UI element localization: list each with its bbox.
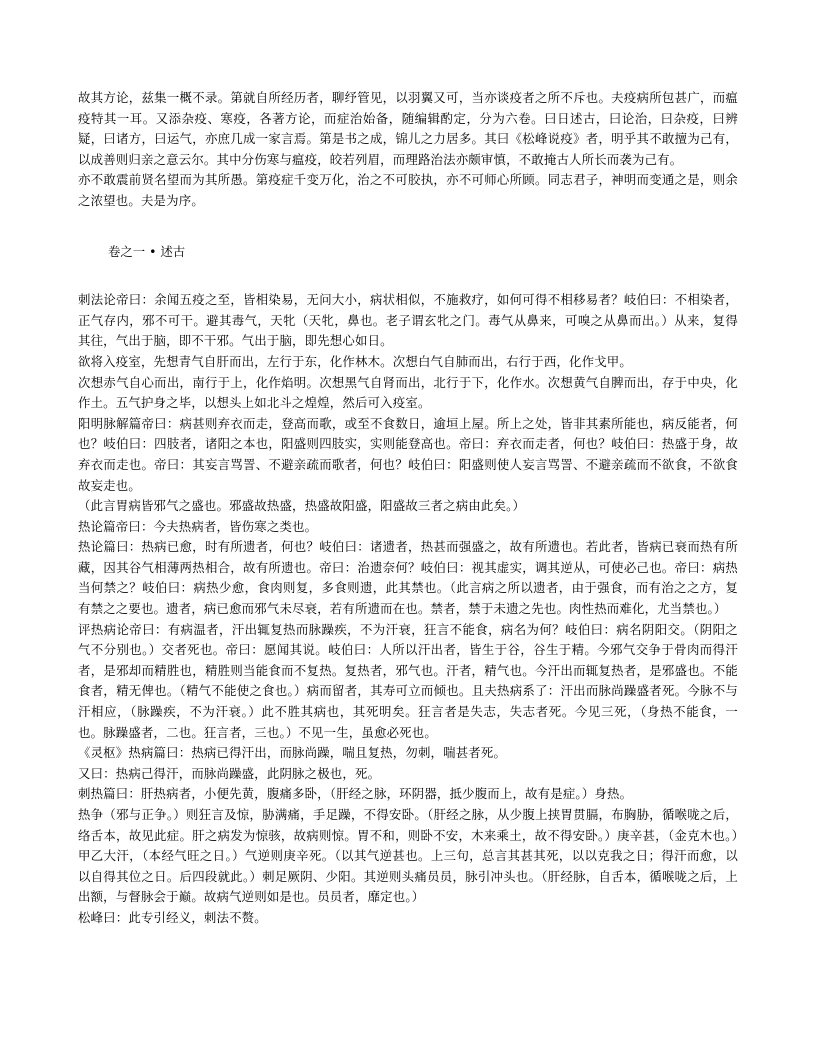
body-paragraph: 热争（邪与正争。）则狂言及惊，胁满痛，手足躁，不得安卧。（肝经之脉，从少腹上挟胃贯膈，布胸胁，循喉咙之后，络舌本，故见此症。肝之病发为惊骇，故病则惊。胃不和，则卧不安，木来乘土，故不得安卧。）庚辛甚，（金克木也。）甲乙大汗，（本经气旺之日。）气逆则庚辛死。（以其气逆甚也。上三句，总言其甚其死，以以克我之日；得汗而愈，以以自得其位之日。后四段就此。）刺足厥阴、少阳。其逆则头痛员员，脉引冲头也。（肝经脉，自舌本，循喉咙之后，上出额，与督脉会于巅。故病气逆则如是也。员员者，靡定也。） [78,807,738,905]
preface-paragraph: 故其方论，兹集一概不录。第就自所经历者，聊纾管见，以羽翼又可，当亦谈疫者之所不斥也。夫疫病所包甚广，而瘟疫特其一耳。又添杂疫、寒疫，各著方论，而症治始备，随编辑酌定，分为六卷。曰日述古，曰论治，曰杂疫，曰辨疑，曰诸方，曰运气，亦庶几成一家言焉。第是书之成，锦儿之力居多。其曰《松峰说疫》者，明乎其不敢擅为己有，以成善则归亲之意云尔。其中分伤寒与瘟疫，皎若列眉，而理路治法亦颇审慎，不敢掩古人所长而袭为己有。 [78,90,738,167]
body-paragraph: 评热病论帝曰：有病温者，汗出辄复热而脉躁疾，不为汗衰，狂言不能食，病名为何？岐伯曰：病名阴阳交。（阴阳之气不分别也。）交者死也。帝曰：愿闻其说。岐伯曰：人所以汗出者，皆生于谷，谷生于精。今邪气交争于骨肉而得汗者，是邪却而精胜也，精胜则当能食而不复热。复热者，邪气也。汗者，精气也。今汗出而辄复热者，是邪盛也。不能食者，精无俾也。（精气不能使之食也。）病而留者，其寿可立而倾也。且夫热病系了：汗出而脉尚躁盛者死。今脉不与汗相应，（脉躁疾，不为汗衰。）此不胜其病也，其死明矣。狂言者是失志，失志者死。今见三死，（身热不能食，一也。脉躁盛者，二也。狂言者，三也。）不见一生，虽愈必死也。 [78,621,738,740]
body-paragraph: 刺热篇曰：肝热病者，小便先黄，腹痛多卧，（肝经之脉，环阴器，抵少腹而上，故有是症。）身热。 [78,786,633,802]
preface-block [78,88,738,212]
preface-paragraph: 亦不敢震前贤名望而为其所愚。第疫症千变万化，治之不可胶执，亦不可师心所顾。同志君子，神明而变通之是，则余之浓望也。夫是为序。 [78,172,738,208]
body-paragraph: 次想赤气自心而出，南行于上，化作焰明。次想黑气自肾而出，北行于下，化作水。次想黄气自脾而出，存于中央，化作土。五气护身之毕，以想头上如北斗之煌煌，然后可入疫室。 [78,374,738,411]
body-paragraph: 《灵枢》热病篇曰：热病已得汗出，而脉尚躁，喘且复热，勿刺，喘甚者死。 [78,745,507,761]
body-paragraph: 阳明脉解篇帝曰：病甚则弃衣而走，登高而歌，或至不食数日，逾垣上屋。所上之处，皆非其素所能也，病反能者，何也？岐伯曰：四肢者，诸阳之本也，阳盛则四肢实，实则能登高也。帝曰：弃衣而走者，何也？岐伯曰：热盛于身，故弃衣而走也。帝曰：其妄言骂詈、不避亲疏而歌者，何也？岐伯曰：阳盛则使人妄言骂詈、不避亲疏而不欲食，不欲食故妄走也。 [78,415,738,493]
body-block [78,290,738,928]
body-paragraph: 又曰：热病己得汗，而脉尚躁盛，此阴脉之极也，死。 [78,765,381,781]
section-title: 卷之一 • 述古 [108,243,186,259]
body-paragraph: 热论篇帝曰：今夫热病者，皆伤寒之类也。 [78,518,318,534]
body-paragraph: 热论篇曰：热病已愈，时有所遗者，何也？岐伯曰：诸遗者，热甚而强盛之，故有所遗也。若此者，皆病已衰而热有所藏，因其谷气相薄两热相合，故有所遗也。帝曰：治遗奈何？岐伯曰：视其虚实，调其逆从，可使必己也。帝曰：病热当何禁之？岐伯曰：病热少愈，食肉则复，多食则遗，此其禁也。（此言病之所以遗者，由于强食，而有治之之方，复有禁之之要也。遗者，病已愈而邪气未尽衰，若有所遗而在也。禁者，禁于未遗之先也。肉性热而难化，尤当禁也。） [78,539,738,617]
body-paragraph: 松峰曰：此专引经义，刺法不赘。 [78,909,267,925]
body-paragraph: 欲将入疫室，先想青气自肝而出，左行于东，化作林木。次想白气自肺而出，右行于西，化作戈甲。 [78,353,632,369]
body-paragraph: 刺法论帝曰：余闻五疫之至，皆相染易，无问大小，病状相似，不施救疗，如何可得不相移易者？岐伯曰：不相染者，正气存内，邪不可干。避其毒气，天牝（天牝，鼻也。老子谓玄牝之门。毒气从鼻来，可嗅之从鼻而出。）从来，复得其往，气出于脑，即不干邪。气出于脑，即先想心如日。 [78,292,738,349]
body-paragraph-note: （此言胃病皆邪气之盛也。邪盛故热盛，热盛故阳盛，阳盛故三者之病由此矣。） [78,498,526,514]
